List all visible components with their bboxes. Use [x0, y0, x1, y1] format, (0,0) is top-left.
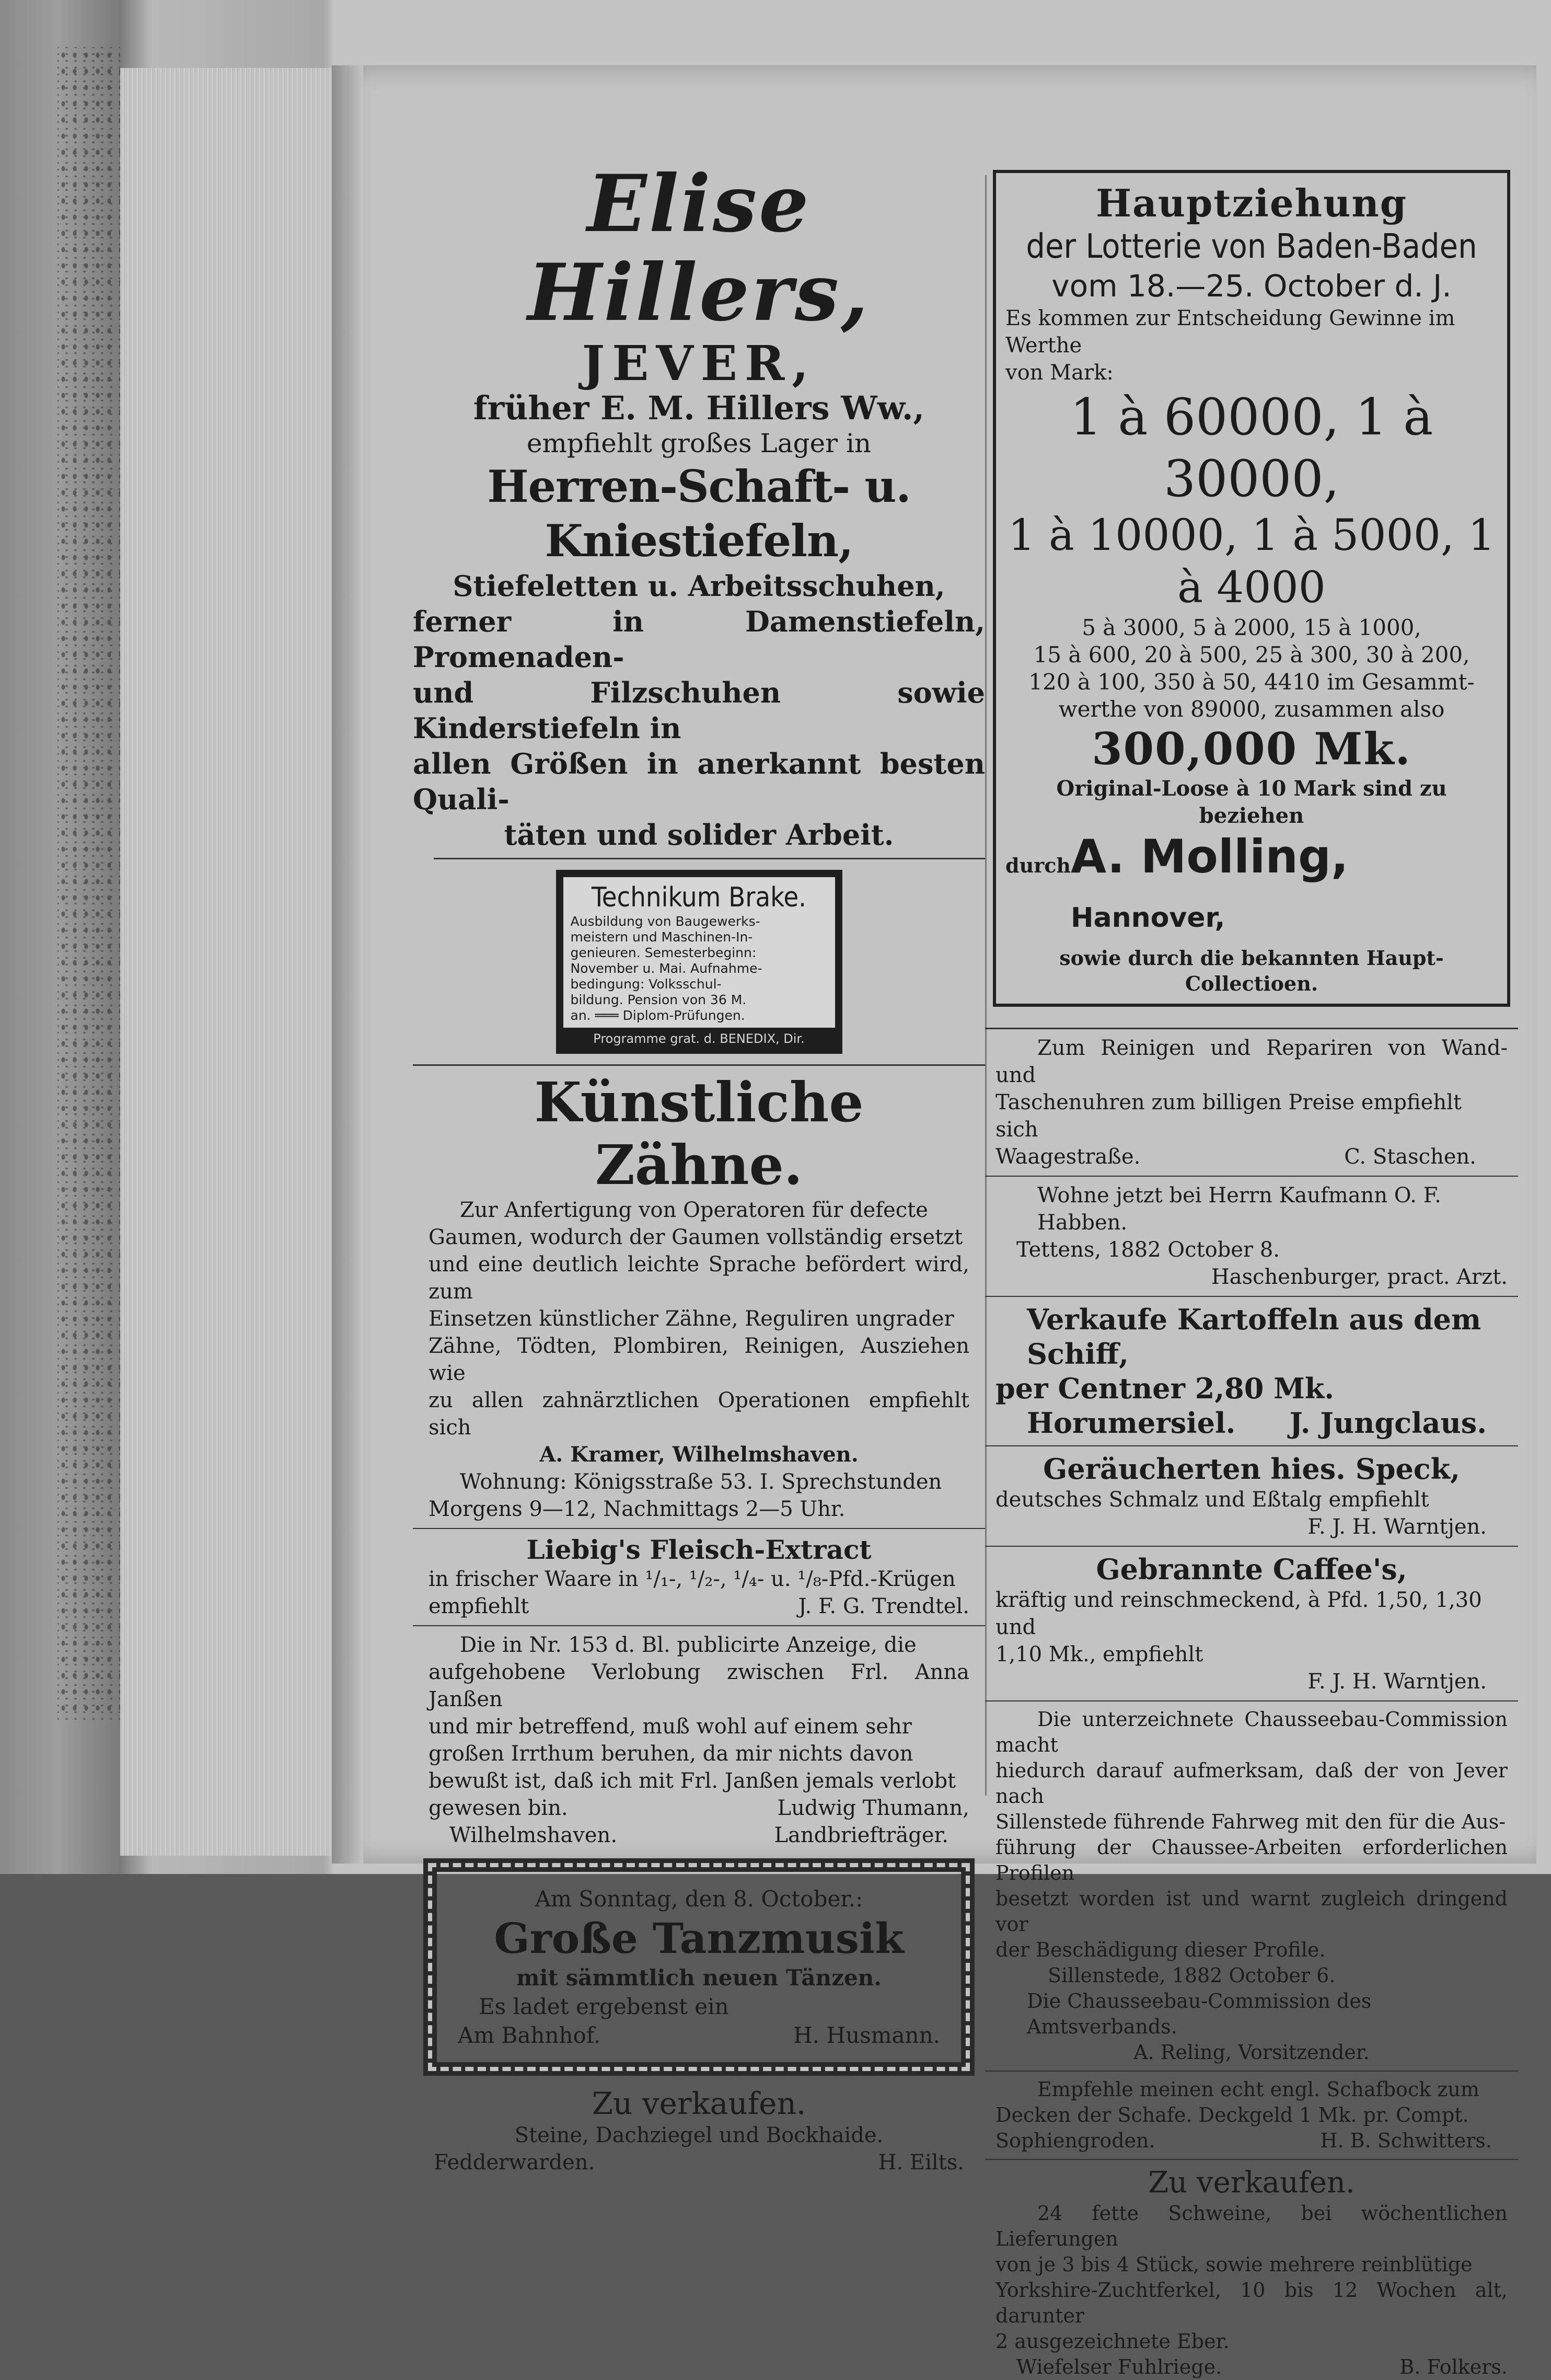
zaehne-line: Einsetzen künstlicher Zähne, Reguliren ungrader	[429, 1307, 954, 1331]
haschenburger-line: Wohne jetzt bei Herrn Kaufmann O. F. Habben.	[1037, 1183, 1441, 1235]
verkaufen-body	[996, 2201, 1508, 2354]
lotterie-agent	[1071, 830, 1498, 945]
lotterie-subtitle: der Lotterie von Baden-Baden	[1026, 227, 1477, 266]
divider	[413, 1528, 985, 1529]
verkaufen-place: Fedderwarden.	[434, 2151, 595, 2175]
verkaufen-name: H. Eilts.	[878, 2151, 964, 2175]
technikum-footer: Programme grat. d. BENEDIX, Dir.	[563, 1031, 835, 1047]
verkaufen-sign	[996, 2354, 1508, 2380]
ad-kartoffeln	[985, 1302, 1518, 1440]
zaehne-line: zu allen zahnärztlichen Operationen empfiehlt sich	[429, 1388, 969, 1440]
page-stack-edge	[120, 68, 340, 1856]
thumann-line: aufgehobene Verlobung zwischen Frl. Anna Janßen	[429, 1660, 969, 1711]
thumann-line: bewußt ist, daß ich mit Frl. Janßen jemals verlobt	[429, 1769, 956, 1793]
lotterie-agent-line	[1005, 830, 1498, 945]
schafbock-line: Decken der Schafe. Deckgeld 1 Mk. pr. Compt.	[996, 2103, 1469, 2126]
liebig-offer: empfiehlt	[429, 1594, 529, 1618]
thumann-job: Landbriefträger.	[774, 1823, 948, 1847]
speckled-book-edge	[57, 47, 120, 1720]
divider	[985, 1296, 1518, 1297]
haschenburger-name: Haschenburger, pract. Arzt.	[1211, 1265, 1508, 1289]
technikum-body	[571, 914, 828, 1024]
kartoffeln-sign	[996, 1406, 1508, 1440]
left-column	[413, 65, 985, 2176]
speck-title: Geräucherten hies. Speck,	[1043, 1452, 1460, 1486]
verkaufen-line: 2 ausgezeichnete Eber.	[996, 2330, 1230, 2353]
thumann-place: Wilhelmshaven.	[449, 1823, 618, 1847]
ad-schafbock	[985, 2077, 1518, 2154]
staschen-line: Taschenuhren zum billigen Preise empfiehlt sich	[996, 1090, 1462, 1142]
divider	[985, 1700, 1518, 1701]
ad-zaehne	[413, 1071, 985, 1523]
zaehne-line: Zur Anfertigung von Operatoren für defecte	[460, 1198, 928, 1222]
hillers-formerly: früher E. M. Hillers Ww.,	[473, 389, 925, 427]
right-column	[985, 165, 1518, 2380]
ad-hillers	[413, 159, 985, 853]
verkaufen-line: von je 3 bis 4 Stück, sowie mehrere reinblütige	[996, 2253, 1473, 2276]
liebig-line	[429, 1593, 969, 1620]
lotterie-prizes: werthe von 89000, zusammen also	[1058, 696, 1445, 722]
technikum-box	[563, 877, 835, 1028]
zaehne-line: und eine deutlich leichte Sprache befördert wird, zum	[429, 1252, 969, 1304]
verkaufen-line: 24 fette Schweine, bei wöchentlichen Lieferungen	[996, 2202, 1508, 2250]
hillers-title: Elise Hillers,	[527, 158, 871, 339]
verkaufen-title: Zu verkaufen.	[1148, 2166, 1355, 2200]
divider	[985, 2159, 1518, 2160]
schafbock-sign	[996, 2128, 1508, 2154]
ad-chaussee	[985, 1707, 1518, 2065]
chaussee-date: Sillenstede, 1882 October 6.	[1048, 1964, 1336, 1987]
technikum-line: an. ═══ Diplom-Prüfungen.	[570, 1008, 745, 1023]
divider	[413, 1064, 985, 1066]
liebig-title: Liebig's Fleisch-Extract	[526, 1534, 872, 1565]
newspaper-page	[332, 65, 1536, 2378]
hillers-goods: Herren-Schaft- u. Kniestiefeln,	[487, 461, 911, 567]
tanz-sign	[458, 2021, 940, 2050]
technikum-line: Ausbildung von Baugewerks-	[570, 914, 760, 929]
hillers-line: und Filzschuhen sowie Kinderstiefeln in	[413, 676, 985, 745]
kartoffeln-line: per Centner 2,80 Mk.	[996, 1372, 1335, 1405]
tanz-place: Am Bahnhof.	[458, 2022, 601, 2048]
kartoffeln-place: Horumersiel.	[1027, 1406, 1236, 1440]
ad-tanzmusik	[423, 1858, 975, 2076]
divider	[985, 1176, 1518, 1177]
caffee-line: 1,10 Mk., empfiehlt	[996, 1642, 1203, 1666]
chaussee-commission: Die Chausseebau-Commission des Amtsverbands.	[1027, 1990, 1372, 2038]
caffee-name: F. J. H. Warntjen.	[1307, 1670, 1487, 1694]
lotterie-collect: sowie durch die bekannten Haupt-Collectioen.	[1059, 946, 1444, 995]
lotterie-prizes: 1 à 10000, 1 à 5000, 1 à 4000	[1008, 511, 1496, 613]
zaehne-hours: Morgens 9—12, Nachmittags 2—5 Uhr.	[429, 1497, 846, 1521]
staschen-sign	[996, 1143, 1508, 1170]
verkaufen-line: Steine, Dachziegel und Bockhaide.	[514, 2123, 884, 2147]
verkaufen-title: Zu verkaufen.	[592, 2086, 806, 2121]
zaehne-body	[429, 1197, 969, 1523]
agent-city: Hannover,	[1070, 902, 1225, 934]
divider	[985, 1445, 1518, 1446]
technikum-line: bildung. Pension von 36 M.	[570, 992, 747, 1007]
technikum-line: bedingung: Volksschul-	[570, 976, 722, 992]
staschen-name: C. Staschen.	[1344, 1145, 1476, 1169]
technikum-line: genieuren. Semesterbeginn:	[570, 945, 757, 960]
chaussee-line: der Beschädigung dieser Profile.	[996, 1938, 1326, 1961]
thumann-sign	[429, 1822, 969, 1849]
schafbock-place: Sophiengroden.	[996, 2129, 1155, 2152]
tanz-invite: Es ladet ergebenst ein	[479, 1994, 729, 2019]
kartoffeln-line: Verkaufe Kartoffeln aus dem Schiff,	[1027, 1303, 1481, 1371]
speck-line: deutsches Schmalz und Eßtalg empfiehlt	[996, 1488, 1429, 1512]
lotterie-prizes: 5 à 3000, 5 à 2000, 15 à 1000,	[1082, 615, 1421, 640]
ad-staschen	[985, 1034, 1518, 1170]
thumann-body	[429, 1631, 969, 1795]
divider	[434, 858, 985, 859]
ad-liebig	[413, 1534, 985, 1620]
zaehne-line: Gaumen, wodurch der Gaumen vollständig ersetzt	[429, 1225, 963, 1249]
tanz-date: Am Sonntag, den 8. October.:	[535, 1886, 863, 1912]
haschenburger-line: Tettens, 1882 October 8.	[1016, 1238, 1280, 1262]
lotterie-lose: Original-Loose à 10 Mark sind zu beziehen	[1056, 776, 1447, 828]
lotterie-total: 300,000 Mk.	[1092, 723, 1411, 775]
speck-name: F. J. H. Warntjen.	[1307, 1515, 1487, 1539]
thumann-line: und mir betreffend, muß wohl auf einem sehr	[429, 1715, 912, 1739]
hillers-offer: empfiehlt großes Lager in	[526, 428, 872, 458]
liebig-name: J. F. G. Trendtel.	[798, 1594, 969, 1618]
divider	[985, 1028, 1518, 1029]
technikum-line: November u. Mai. Aufnahme-	[570, 961, 762, 976]
lotterie-prizes: 15 à 600, 20 à 500, 25 à 300, 30 à 200,	[1033, 642, 1470, 668]
lotterie-durch: durch	[1005, 854, 1071, 877]
ad-technikum	[556, 870, 842, 1054]
thumann-name: Ludwig Thumann,	[777, 1796, 969, 1820]
lotterie-prizes: 120 à 100, 350 à 50, 4410 im Gesammt-	[1028, 669, 1475, 695]
agent-name: A. Molling,	[1070, 830, 1349, 883]
ad-caffee	[985, 1552, 1518, 1695]
hillers-body	[413, 568, 985, 853]
ad-lotterie	[993, 170, 1510, 1007]
verkaufen-sign	[434, 2149, 964, 2176]
staschen-line: Zum Reinigen und Repariren von Wand- und	[996, 1036, 1508, 1087]
staschen-street: Waagestraße.	[996, 1145, 1141, 1169]
tanz-sub: mit sämmtlich neuen Tänzen.	[516, 1965, 882, 1991]
tanz-host: H. Husmann.	[793, 2022, 940, 2048]
lotterie-intro: Es kommen zur Entscheidung Gewinne im Werthe	[1005, 306, 1455, 358]
zaehne-signature: A. Kramer, Wilhelmshaven.	[539, 1442, 859, 1467]
page-gutter-shadow	[332, 65, 363, 1864]
zaehne-title: Künstliche Zähne.	[534, 1070, 864, 1197]
thumann-sign	[429, 1795, 969, 1822]
ad-haschenburger	[985, 1182, 1518, 1291]
verkaufen-name: B. Folkers.	[1399, 2355, 1508, 2378]
divider	[985, 2071, 1518, 2072]
chaussee-line: führung der Chaussee-Arbeiten erforderlichen Profilen	[996, 1836, 1508, 1884]
hillers-city: JEVER,	[582, 335, 816, 392]
lotterie-prizes: 1 à 60000, 1 à 30000,	[1070, 388, 1433, 508]
thumann-text: gewesen bin.	[429, 1796, 568, 1820]
zaehne-line: Zähne, Tödten, Plombiren, Reinigen, Ausziehen wie	[429, 1334, 969, 1385]
chaussee-line: Die unterzeichnete Chausseebau-Commission macht	[996, 1708, 1508, 1756]
chaussee-line: Sillenstede führende Fahrweg mit den für die Aus-	[996, 1810, 1506, 1833]
verkaufen-line: Yorkshire-Zuchtferkel, 10 bis 12 Wochen alt, darunter	[996, 2279, 1508, 2327]
chaussee-line: hiedurch darauf aufmerksam, daß der von Jever nach	[996, 1759, 1508, 1808]
ad-verkaufen-right	[985, 2165, 1518, 2380]
ad-thumann	[413, 1631, 985, 1849]
ad-speck	[985, 1452, 1518, 1540]
kartoffeln-name: J. Jungclaus.	[1289, 1406, 1487, 1440]
verkaufen-place: Wiefelser Fuhlriege.	[1016, 2355, 1222, 2378]
chaussee-chair: A. Reling, Vorsitzender.	[1133, 2041, 1370, 2064]
schafbock-name: H. B. Schwitters.	[1320, 2129, 1492, 2152]
hillers-line: täten und solider Arbeit.	[504, 818, 894, 852]
thumann-line: großen Irrthum beruhen, da mir nichts davon	[429, 1742, 913, 1766]
zaehne-hours: Wohnung: Königsstraße 53. I. Sprechstunden	[460, 1470, 942, 1494]
technikum-line: meistern und Maschinen-In-	[570, 929, 753, 945]
chaussee-line: besetzt worden ist und warnt zugleich dringend vor	[996, 1887, 1508, 1936]
liebig-line: in frischer Waare in ¹/₁-, ¹/₂-, ¹/₄- u. ¹/₈-Pfd.-Krügen	[429, 1567, 956, 1591]
divider	[413, 1625, 985, 1626]
ad-verkaufen-left	[413, 2085, 985, 2176]
thumann-line: Die in Nr. 153 d. Bl. publicirte Anzeige, die	[460, 1633, 917, 1657]
lotterie-title: Hauptziehung	[1095, 181, 1408, 225]
lotterie-intro: von Mark:	[1005, 361, 1114, 385]
hillers-line: allen Größen in anerkannt besten Quali-	[413, 747, 985, 816]
hillers-line: Stiefeletten u. Arbeitsschuhen,	[453, 569, 945, 603]
hillers-line	[413, 604, 985, 675]
lotterie-date: vom 18.—25. October d. J.	[1051, 268, 1452, 304]
tanz-title: Große Tanzmusik	[494, 1914, 904, 1963]
caffee-line: kräftig und reinschmeckend, à Pfd. 1,50, 1,30 und	[996, 1588, 1482, 1639]
divider	[985, 1546, 1518, 1547]
schafbock-line: Empfehle meinen echt engl. Schafbock zum	[1037, 2078, 1479, 2101]
technikum-title: Technikum Brake.	[592, 882, 806, 913]
caffee-title: Gebrannte Caffee's,	[1096, 1553, 1407, 1586]
hillers-line-text: ferner in Damenstiefeln, Promenaden-	[413, 605, 985, 674]
chaussee-body	[996, 1707, 1508, 1963]
